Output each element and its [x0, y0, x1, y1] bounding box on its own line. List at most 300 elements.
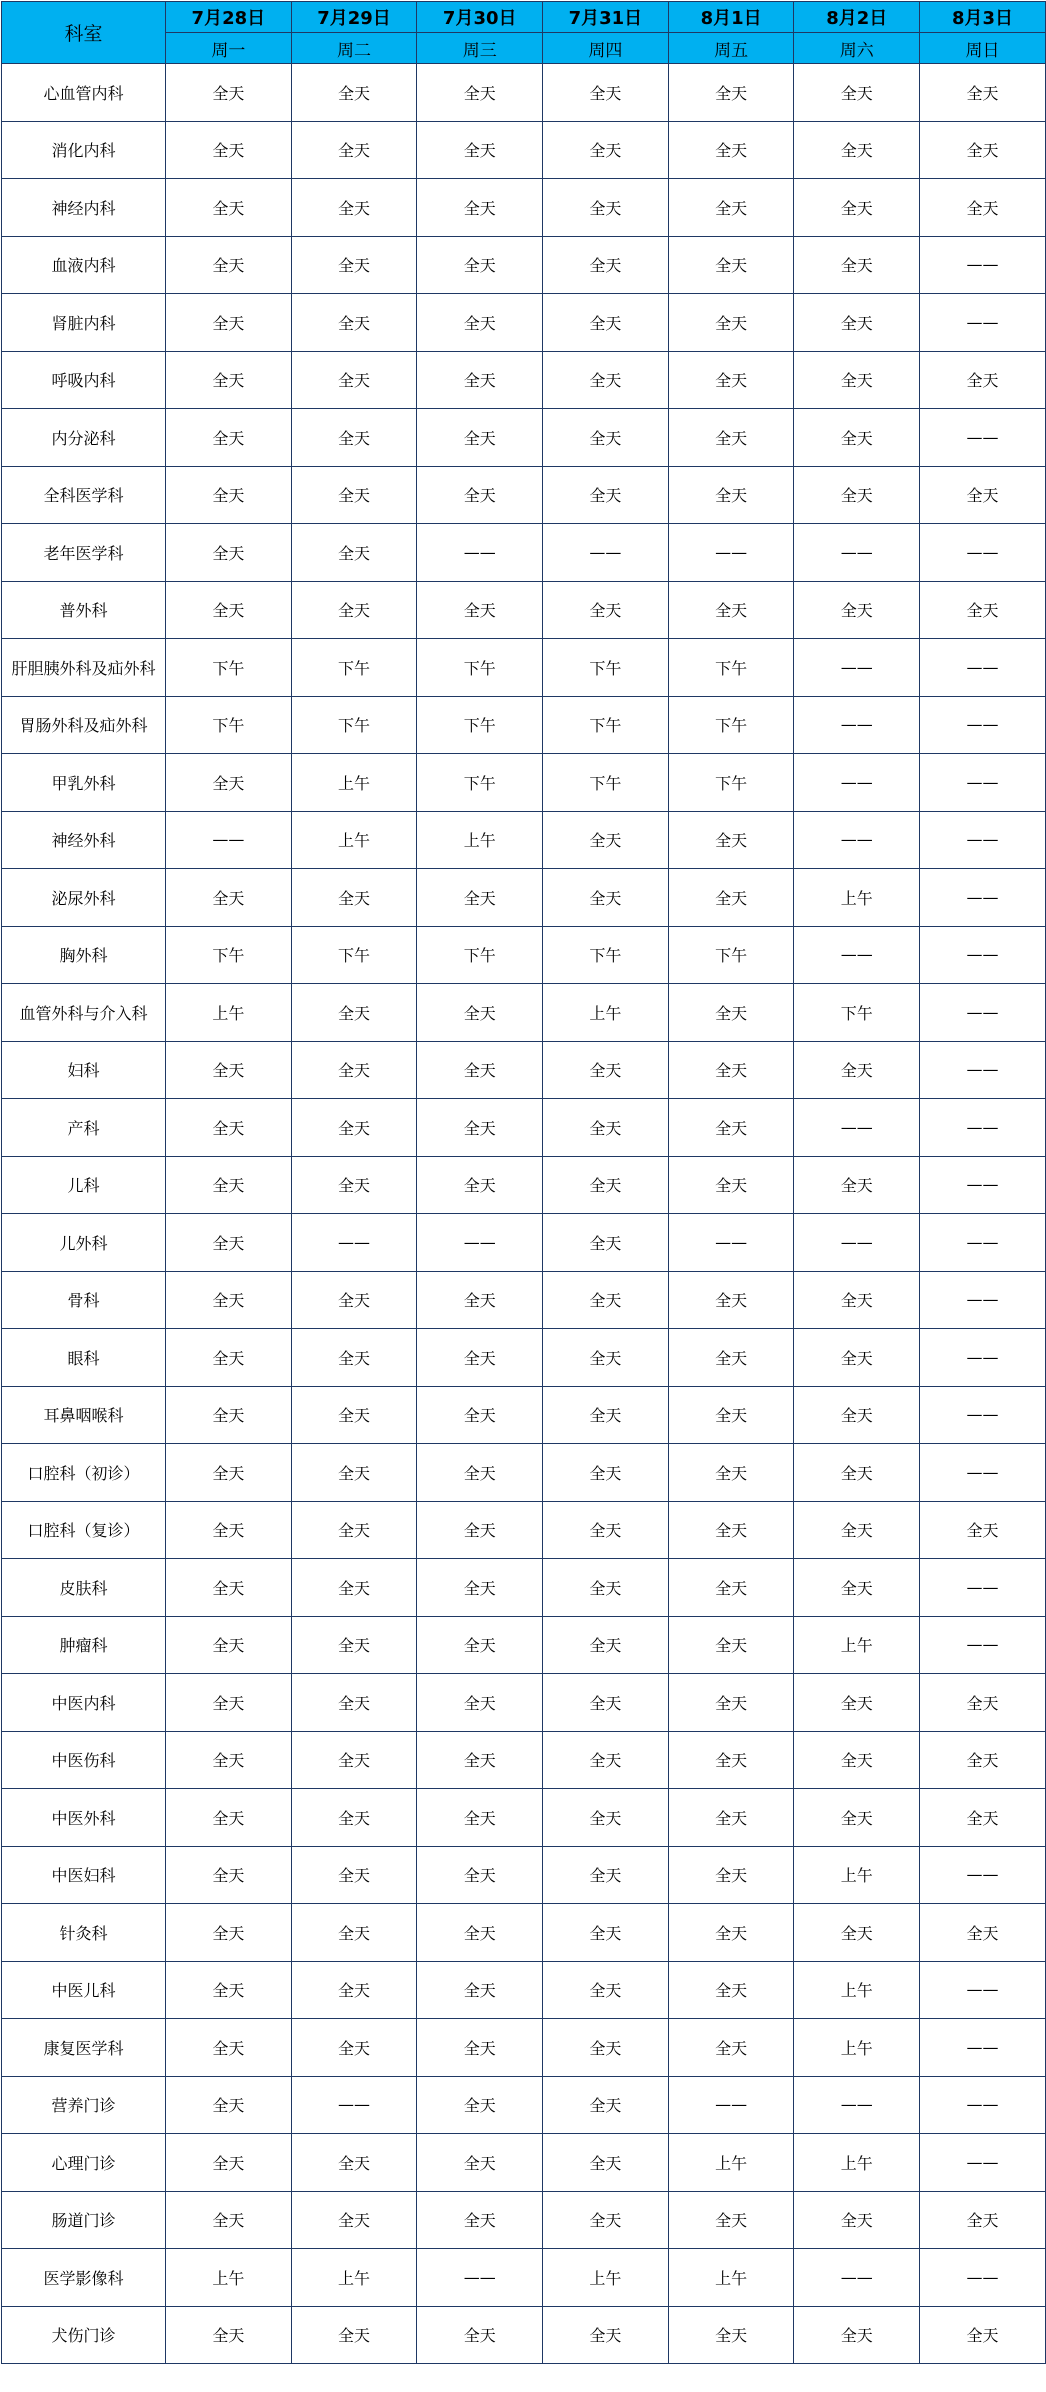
date-header-row	[2, 2, 1046, 33]
schedule-cell: 全天	[166, 179, 292, 237]
schedule-cell: 上午	[543, 2249, 669, 2307]
schedule-cell: 全天	[417, 2191, 543, 2249]
schedule-cell: 全天	[543, 1444, 669, 1502]
schedule-cell: 上午	[668, 2134, 794, 2192]
table-row	[2, 2306, 1046, 2364]
table-row	[2, 2249, 1046, 2307]
schedule-cell: 全天	[668, 1789, 794, 1847]
schedule-cell: ——	[417, 2249, 543, 2307]
schedule-cell: ——	[166, 811, 292, 869]
schedule-cell: 全天	[668, 2306, 794, 2364]
schedule-cell: 全天	[543, 2019, 669, 2077]
schedule-cell: 全天	[543, 1616, 669, 1674]
schedule-cell: ——	[417, 524, 543, 582]
schedule-cell: ——	[920, 2076, 1046, 2134]
schedule-cell: 全天	[291, 179, 417, 237]
schedule-cell: 全天	[166, 236, 292, 294]
department-name: 犬伤门诊	[2, 2306, 166, 2364]
schedule-cell: 下午	[668, 926, 794, 984]
schedule-cell: 全天	[668, 1501, 794, 1559]
weekday-header: 周四	[543, 33, 669, 64]
schedule-cell: 下午	[543, 696, 669, 754]
schedule-cell: 全天	[166, 1846, 292, 1904]
schedule-cell: 全天	[543, 294, 669, 352]
schedule-cell: 全天	[417, 1559, 543, 1617]
schedule-cell: 全天	[920, 1674, 1046, 1732]
schedule-cell: 全天	[543, 1329, 669, 1387]
schedule-cell: 全天	[166, 2306, 292, 2364]
schedule-cell: 全天	[543, 869, 669, 927]
schedule-cell: 全天	[668, 2191, 794, 2249]
schedule-cell: 下午	[417, 639, 543, 697]
schedule-cell: ——	[668, 524, 794, 582]
schedule-cell: 全天	[794, 1329, 920, 1387]
schedule-cell: 全天	[417, 1616, 543, 1674]
department-name: 甲乳外科	[2, 754, 166, 812]
schedule-cell: 全天	[920, 351, 1046, 409]
schedule-cell: 全天	[543, 2191, 669, 2249]
schedule-cell: 全天	[291, 351, 417, 409]
schedule-cell: 全天	[417, 1731, 543, 1789]
schedule-cell: 全天	[668, 1904, 794, 1962]
schedule-cell: 全天	[543, 1559, 669, 1617]
department-name: 儿科	[2, 1156, 166, 1214]
schedule-cell: ——	[920, 754, 1046, 812]
schedule-cell: 全天	[417, 984, 543, 1042]
department-name: 产科	[2, 1099, 166, 1157]
schedule-cell: 全天	[166, 1156, 292, 1214]
schedule-cell: 全天	[794, 466, 920, 524]
schedule-cell: ——	[920, 409, 1046, 467]
schedule-cell: 全天	[920, 581, 1046, 639]
schedule-cell: ——	[920, 1329, 1046, 1387]
schedule-cell: 全天	[794, 1559, 920, 1617]
schedule-cell: 全天	[291, 466, 417, 524]
schedule-cell: ——	[920, 639, 1046, 697]
schedule-cell: 全天	[668, 1846, 794, 1904]
schedule-cell: 全天	[668, 2019, 794, 2077]
schedule-cell: 全天	[543, 121, 669, 179]
schedule-cell: 全天	[668, 1444, 794, 1502]
date-header: 8月2日	[794, 2, 920, 33]
schedule-cell: 全天	[668, 1329, 794, 1387]
schedule-cell: ——	[920, 984, 1046, 1042]
schedule-cell: 全天	[543, 236, 669, 294]
schedule-cell: 全天	[166, 1674, 292, 1732]
schedule-cell: 全天	[291, 236, 417, 294]
table-row	[2, 1041, 1046, 1099]
schedule-cell: ——	[920, 1271, 1046, 1329]
schedule-cell: 全天	[291, 1099, 417, 1157]
schedule-cell: 全天	[668, 869, 794, 927]
schedule-cell: ——	[920, 1214, 1046, 1272]
schedule-cell: 全天	[794, 64, 920, 122]
schedule-cell: ——	[794, 926, 920, 984]
department-name: 神经外科	[2, 811, 166, 869]
schedule-cell: 全天	[543, 466, 669, 524]
schedule-cell: 全天	[417, 236, 543, 294]
schedule-cell: 全天	[291, 1616, 417, 1674]
schedule-cell: 全天	[668, 811, 794, 869]
schedule-cell: 全天	[417, 1674, 543, 1732]
schedule-cell: 全天	[543, 179, 669, 237]
schedule-cell: 全天	[668, 581, 794, 639]
schedule-cell: ——	[291, 1214, 417, 1272]
schedule-cell: ——	[920, 1099, 1046, 1157]
schedule-cell: 全天	[291, 524, 417, 582]
schedule-cell: 全天	[291, 409, 417, 467]
schedule-cell: ——	[920, 1616, 1046, 1674]
schedule-cell: 全天	[417, 2076, 543, 2134]
schedule-cell: 全天	[291, 1731, 417, 1789]
schedule-cell: 下午	[291, 926, 417, 984]
schedule-cell: 全天	[166, 754, 292, 812]
schedule-cell: 全天	[417, 179, 543, 237]
department-column-header: 科室	[2, 2, 166, 64]
schedule-cell: 全天	[543, 1731, 669, 1789]
department-name: 中医内科	[2, 1674, 166, 1732]
schedule-cell: 下午	[543, 639, 669, 697]
schedule-cell: 全天	[668, 1156, 794, 1214]
schedule-cell: 全天	[417, 2134, 543, 2192]
schedule-cell: 全天	[668, 351, 794, 409]
table-row	[2, 351, 1046, 409]
schedule-cell: 上午	[794, 2019, 920, 2077]
schedule-cell: ——	[920, 524, 1046, 582]
table-row	[2, 2134, 1046, 2192]
schedule-cell: ——	[920, 869, 1046, 927]
schedule-cell: 全天	[291, 1271, 417, 1329]
schedule-cell: 下午	[417, 696, 543, 754]
schedule-cell: 全天	[417, 351, 543, 409]
table-row	[2, 2019, 1046, 2077]
table-row	[2, 1271, 1046, 1329]
schedule-cell: 全天	[166, 1961, 292, 2019]
schedule-cell: 全天	[417, 1444, 543, 1502]
table-row	[2, 524, 1046, 582]
date-header: 7月29日	[291, 2, 417, 33]
schedule-cell: 上午	[291, 2249, 417, 2307]
schedule-cell: ——	[291, 2076, 417, 2134]
schedule-cell: 全天	[668, 1961, 794, 2019]
table-row	[2, 179, 1046, 237]
schedule-cell: 上午	[166, 2249, 292, 2307]
schedule-cell: 上午	[794, 1846, 920, 1904]
schedule-cell: 全天	[668, 1041, 794, 1099]
table-row	[2, 1731, 1046, 1789]
department-name: 普外科	[2, 581, 166, 639]
department-name: 肠道门诊	[2, 2191, 166, 2249]
department-name: 血液内科	[2, 236, 166, 294]
department-name: 胃肠外科及疝外科	[2, 696, 166, 754]
schedule-cell: ——	[920, 2019, 1046, 2077]
schedule-cell: 上午	[291, 811, 417, 869]
schedule-cell: 全天	[668, 179, 794, 237]
schedule-cell: 全天	[920, 2191, 1046, 2249]
schedule-cell: 全天	[920, 2306, 1046, 2364]
schedule-cell: 全天	[543, 1386, 669, 1444]
schedule-cell: 全天	[543, 1674, 669, 1732]
schedule-cell: 全天	[417, 1386, 543, 1444]
schedule-cell: 全天	[543, 64, 669, 122]
schedule-cell: 上午	[417, 811, 543, 869]
schedule-cell: 全天	[417, 121, 543, 179]
schedule-cell: 全天	[794, 1501, 920, 1559]
schedule-cell: 全天	[291, 2306, 417, 2364]
schedule-cell: 全天	[668, 1271, 794, 1329]
table-row	[2, 1444, 1046, 1502]
schedule-cell: 全天	[668, 1616, 794, 1674]
table-row	[2, 1099, 1046, 1157]
department-name: 泌尿外科	[2, 869, 166, 927]
schedule-cell: 全天	[668, 984, 794, 1042]
schedule-cell: 全天	[794, 1731, 920, 1789]
schedule-cell: 全天	[166, 524, 292, 582]
schedule-cell: 全天	[794, 1386, 920, 1444]
weekday-header: 周五	[668, 33, 794, 64]
date-header: 7月31日	[543, 2, 669, 33]
table-row	[2, 64, 1046, 122]
schedule-cell: ——	[794, 811, 920, 869]
table-row	[2, 984, 1046, 1042]
schedule-cell: 下午	[166, 696, 292, 754]
schedule-cell: 上午	[794, 1616, 920, 1674]
schedule-cell: 全天	[291, 1961, 417, 2019]
schedule-cell: 全天	[417, 2306, 543, 2364]
schedule-cell: 全天	[166, 1386, 292, 1444]
schedule-cell: 全天	[166, 351, 292, 409]
schedule-cell: 全天	[920, 1904, 1046, 1962]
schedule-cell: 全天	[794, 1789, 920, 1847]
schedule-cell: 下午	[543, 926, 669, 984]
schedule-cell: 全天	[794, 409, 920, 467]
schedule-cell: 全天	[166, 294, 292, 352]
schedule-cell: 全天	[417, 1501, 543, 1559]
schedule-cell: 全天	[291, 1501, 417, 1559]
table-row	[2, 1156, 1046, 1214]
schedule-cell: 全天	[166, 1559, 292, 1617]
schedule-cell: ——	[920, 294, 1046, 352]
department-name: 老年医学科	[2, 524, 166, 582]
table-row	[2, 1559, 1046, 1617]
schedule-cell: 全天	[668, 64, 794, 122]
department-name: 康复医学科	[2, 2019, 166, 2077]
schedule-cell: 全天	[668, 121, 794, 179]
schedule-cell: 全天	[291, 2134, 417, 2192]
schedule-cell: 全天	[166, 466, 292, 524]
schedule-cell: 全天	[417, 1846, 543, 1904]
schedule-cell: 全天	[166, 1444, 292, 1502]
table-row	[2, 581, 1046, 639]
schedule-cell: 全天	[417, 466, 543, 524]
schedule-cell: 全天	[794, 1156, 920, 1214]
department-name: 血管外科与介入科	[2, 984, 166, 1042]
department-name: 心血管内科	[2, 64, 166, 122]
schedule-cell: ——	[794, 696, 920, 754]
schedule-cell: 全天	[166, 2076, 292, 2134]
table-row	[2, 869, 1046, 927]
schedule-header	[2, 2, 1046, 64]
schedule-cell: 全天	[543, 1961, 669, 2019]
schedule-cell: 下午	[166, 926, 292, 984]
department-name: 妇科	[2, 1041, 166, 1099]
table-row	[2, 236, 1046, 294]
schedule-cell: 全天	[920, 466, 1046, 524]
table-row	[2, 1961, 1046, 2019]
schedule-cell: ——	[794, 524, 920, 582]
schedule-cell: 全天	[668, 466, 794, 524]
schedule-cell: 全天	[291, 2019, 417, 2077]
schedule-cell: ——	[417, 1214, 543, 1272]
schedule-cell: 全天	[291, 581, 417, 639]
schedule-cell: 下午	[543, 754, 669, 812]
schedule-cell: 全天	[166, 1789, 292, 1847]
department-name: 内分泌科	[2, 409, 166, 467]
schedule-cell: 上午	[794, 2134, 920, 2192]
schedule-cell: 全天	[668, 236, 794, 294]
table-row	[2, 121, 1046, 179]
schedule-cell: 下午	[291, 639, 417, 697]
schedule-table	[1, 1, 1046, 2364]
department-name: 中医儿科	[2, 1961, 166, 2019]
schedule-cell: 全天	[291, 2191, 417, 2249]
schedule-cell: 全天	[794, 1674, 920, 1732]
weekday-header: 周三	[417, 33, 543, 64]
schedule-cell: 全天	[543, 351, 669, 409]
schedule-cell: 全天	[794, 1271, 920, 1329]
department-name: 肾脏内科	[2, 294, 166, 352]
schedule-cell: 全天	[543, 1501, 669, 1559]
schedule-cell: 下午	[417, 926, 543, 984]
table-row	[2, 2191, 1046, 2249]
schedule-cell: 全天	[166, 1904, 292, 1962]
schedule-cell: 全天	[291, 1329, 417, 1387]
department-name: 皮肤科	[2, 1559, 166, 1617]
schedule-cell: 全天	[543, 2076, 669, 2134]
table-row	[2, 1386, 1046, 1444]
table-row	[2, 1616, 1046, 1674]
table-row	[2, 1904, 1046, 1962]
schedule-cell: 全天	[417, 2019, 543, 2077]
schedule-cell: 全天	[668, 1731, 794, 1789]
schedule-cell: 全天	[291, 294, 417, 352]
department-name: 中医外科	[2, 1789, 166, 1847]
schedule-cell: 全天	[417, 1041, 543, 1099]
table-row	[2, 754, 1046, 812]
table-row	[2, 1674, 1046, 1732]
schedule-cell: 全天	[794, 2306, 920, 2364]
schedule-cell: 全天	[166, 1041, 292, 1099]
schedule-cell: 全天	[417, 1789, 543, 1847]
schedule-cell: 全天	[166, 2134, 292, 2192]
schedule-cell: 全天	[417, 1329, 543, 1387]
schedule-cell: ——	[920, 1041, 1046, 1099]
table-row	[2, 1329, 1046, 1387]
date-header: 7月28日	[166, 2, 292, 33]
schedule-cell: 全天	[291, 1041, 417, 1099]
schedule-cell: 全天	[291, 869, 417, 927]
schedule-cell: 全天	[920, 1731, 1046, 1789]
schedule-cell: 全天	[291, 1559, 417, 1617]
weekday-header: 周一	[166, 33, 292, 64]
schedule-cell: 全天	[543, 1099, 669, 1157]
schedule-cell: 全天	[291, 1789, 417, 1847]
department-name: 消化内科	[2, 121, 166, 179]
department-name: 口腔科（初诊）	[2, 1444, 166, 1502]
table-row	[2, 1846, 1046, 1904]
department-name: 耳鼻咽喉科	[2, 1386, 166, 1444]
schedule-cell: 全天	[920, 1501, 1046, 1559]
department-name: 中医伤科	[2, 1731, 166, 1789]
schedule-cell: ——	[920, 1444, 1046, 1502]
table-row	[2, 926, 1046, 984]
schedule-cell: ——	[920, 1846, 1046, 1904]
schedule-cell: 全天	[794, 351, 920, 409]
schedule-cell: 全天	[543, 1271, 669, 1329]
department-name: 口腔科（复诊）	[2, 1501, 166, 1559]
schedule-cell: 全天	[417, 581, 543, 639]
schedule-cell: 下午	[417, 754, 543, 812]
schedule-cell: 全天	[166, 581, 292, 639]
schedule-cell: 全天	[166, 1099, 292, 1157]
department-name: 儿外科	[2, 1214, 166, 1272]
schedule-cell: 全天	[166, 1501, 292, 1559]
table-row	[2, 696, 1046, 754]
schedule-cell: 下午	[166, 639, 292, 697]
schedule-cell: ——	[920, 1386, 1046, 1444]
schedule-cell: 全天	[291, 64, 417, 122]
schedule-cell: 全天	[794, 581, 920, 639]
schedule-cell: ——	[920, 1559, 1046, 1617]
schedule-cell: 全天	[291, 1846, 417, 1904]
schedule-cell: 全天	[794, 121, 920, 179]
schedule-cell: 全天	[668, 1559, 794, 1617]
schedule-cell: 全天	[166, 2191, 292, 2249]
schedule-cell: ——	[920, 2134, 1046, 2192]
department-name: 营养门诊	[2, 2076, 166, 2134]
schedule-cell: ——	[920, 811, 1046, 869]
schedule-cell: 全天	[166, 1214, 292, 1272]
date-header: 7月30日	[417, 2, 543, 33]
weekday-header: 周日	[920, 33, 1046, 64]
schedule-cell: ——	[920, 1156, 1046, 1214]
schedule-cell: 全天	[291, 984, 417, 1042]
schedule-cell: 全天	[794, 294, 920, 352]
schedule-cell: 下午	[794, 984, 920, 1042]
schedule-cell: 全天	[166, 1271, 292, 1329]
schedule-cell: ——	[920, 2249, 1046, 2307]
schedule-cell: 全天	[417, 1904, 543, 1962]
schedule-cell: 全天	[668, 1386, 794, 1444]
schedule-cell: ——	[668, 1214, 794, 1272]
schedule-body	[2, 64, 1046, 2364]
schedule-cell: 上午	[668, 2249, 794, 2307]
schedule-cell: 上午	[543, 984, 669, 1042]
table-row	[2, 639, 1046, 697]
schedule-cell: 全天	[543, 1041, 669, 1099]
schedule-cell: 全天	[543, 1904, 669, 1962]
schedule-cell: 全天	[166, 1329, 292, 1387]
schedule-cell: ——	[794, 1214, 920, 1272]
schedule-cell: 全天	[668, 1099, 794, 1157]
date-header: 8月3日	[920, 2, 1046, 33]
schedule-cell: 全天	[166, 869, 292, 927]
schedule-cell: 全天	[417, 1271, 543, 1329]
table-row	[2, 811, 1046, 869]
schedule-cell: 全天	[920, 121, 1046, 179]
weekday-header: 周六	[794, 33, 920, 64]
schedule-cell: 全天	[417, 409, 543, 467]
